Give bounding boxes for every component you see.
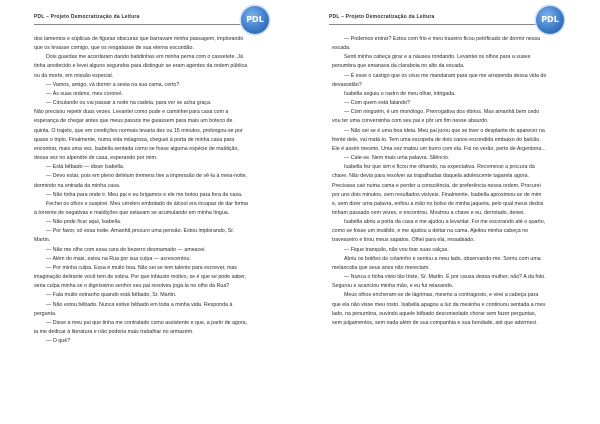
text-line: — Devo estar, pois em pleno delirium tremens tive a impressão de vê-la à meia-noite,	[46, 173, 248, 180]
text-line: — Além do mais, estou na Rua por sua culpa — acrescentou.	[46, 255, 191, 262]
text-line: — Não me olhe com essa cara de bezerro desmamado — ameacei.	[46, 246, 206, 253]
text-line: como se fosse um inválido, e me ajudou a deitar na cama. Ajeitou minha cabeça no	[332, 228, 529, 235]
text-line: ou da morte, em missão especial.	[34, 72, 114, 79]
text-line: — Nunca o tinha visto tão triste, Sr. Martin. É por causa dessa mulher, não? A da foto.	[344, 274, 546, 281]
text-line: Isabella abriu a porta da casa e me ajudou a levantar. Foi me escorando até o quarto,	[344, 219, 546, 226]
text-line: — Disse a meu pai que tinha me contratado como assistente e que, a partir de agora,	[46, 319, 248, 326]
text-line: frente dele, vai matá-lo. Tem uma escopeta de dois canos escondida embaixo do balcão.	[332, 136, 541, 143]
text-line: Isabella fez que sim e ficou me olhando, na expectativa. Recomecei a procura da	[344, 164, 535, 171]
text-line: tinham passado cem vezes, e encontrou. Mostrou a chave e eu, derrotado, deixei.	[332, 209, 525, 216]
text-line: — Podemos entrar? Estou com frio e meu traseiro ficou petrificado de dormir nessa	[344, 36, 541, 42]
text-line: — Vamos, amigo, vá dormir a sesta na sua cama, certo?	[46, 81, 180, 88]
text-line: Segurou e acariciou minha mão, e eu fui relaxando.	[332, 283, 454, 290]
text-line: Fechei os olhos e suspirei. Meu cérebro embotado de álcool era incapaz de dar forma	[46, 200, 248, 207]
text-line: melancolia que seus anos não mereciam.	[332, 264, 430, 271]
text-line: travesseiro e tirou meus sapatos. Olhei para ela, ressabiado.	[332, 237, 475, 244]
text-line: e, sem dizer uma palavra, enfiou a mão no bolso de minha jaqueta, pelo qual meus dedos	[332, 200, 544, 207]
text-line: — Não estou bêbado. Nunca estive bêbado em toda a minha vida. Responda à	[46, 301, 233, 308]
text-line: — Cale-se. Nem mais uma palavra. Silêncio.	[344, 155, 450, 162]
text-line: dos lamentos e súplicas de figuras obscuras que barravam minha passagem, implorando	[34, 36, 244, 42]
text-line: — É esse o castigo que os céus me mandaram para que me arrependa dessa vida de	[344, 72, 547, 79]
text-line: por uns dois minutos, sem resultados visíveis. Finalmente, Isabella aproximou-se de mim	[332, 191, 542, 198]
text-line: — Não tinha para onde ir. Meu pai e eu brigamos e ele me botou para fora de casa.	[46, 191, 243, 198]
text-line: esperança de chegar antes que meus passos me guiassem para mais um boteco de	[34, 118, 233, 125]
text-line: ia me dedicar à literatura e não poderia mais trabalhar no armazém.	[34, 329, 194, 335]
text-line: que os levasse comigo, que os resgatasse de sua eterna escuridão.	[34, 45, 194, 52]
text-line: quase o triplo. Finalmente, numa vida milagrosa, cheguei à porta de minha casa para	[34, 136, 235, 143]
text-line: — O quê?	[46, 338, 71, 345]
text-line: — Não pode ficar aqui, Isabella.	[46, 219, 122, 226]
header-rule	[34, 24, 264, 25]
text-line: — Fique tranquilo, não vou tirar suas calças.	[344, 246, 449, 253]
text-line: seria culpa minha se o digníssimo senhor seu pai resolveu jogá-la no olho da Rua?	[34, 283, 230, 290]
text-line: Martin.	[34, 237, 51, 244]
text-line: Dois guardas me acordaram dando batidinhas em minha perna com o cassetete. Já	[46, 54, 243, 61]
text-line: escada.	[332, 45, 351, 52]
text-line: penumbra que emanava da claraboia no alto da escada.	[332, 63, 465, 70]
text-line: Senti minha cabeça girar e a náusea rondando. Levantei os olhos para a suave	[344, 54, 531, 61]
text-line: devassidão?	[332, 81, 362, 88]
text-line: imaginação delirante você tem de sobra. Por que infausto motivo, se é que se pode saber,	[34, 274, 247, 281]
running-header: PDL – Projeto Democratização da Leitura	[34, 14, 140, 20]
text-line: — Às suas ordens, meu coronel.	[46, 90, 123, 97]
text-line: quinta. O trajeto, que em condições normais levaria dez ou 15 minutos, prolongou-se por	[34, 127, 243, 134]
text-line: — Fala muito estranho quando está bêbado, Sr. Martin.	[46, 292, 177, 299]
pdl-logo: PDL	[536, 6, 564, 34]
text-line: lado, na penumbra, ouvindo aquele bêbado desconsolado chorar sem fazer perguntas,	[332, 310, 537, 317]
text-line: Ele é assim mesmo. Uma vez matou um burro com ela. Foi no verão, perto de Argentona...	[332, 145, 546, 152]
text-line: — Circulando ou vai passar a noite na cadeia, para ver se acha graça.	[46, 100, 212, 107]
text-line: Meus olhos encheram-se de lágrimas, mesmo a contragosto, e virei a cabeça para	[344, 292, 539, 299]
running-header: PDL – Projeto Democratização da Leitura	[329, 14, 435, 20]
text-line: — Com ninguém, é um monólogo. Prerrogativa dos ébrios. Mas amanhã bem cedo	[344, 109, 540, 116]
text-line: tinha anoitecido e levei alguns segundos para distinguir se eram agentes da ordem pública	[34, 63, 248, 70]
right-page	[300, 0, 600, 424]
text-line: sem julgamentos, sem nada além de sua companhia e sua bondade, até que adormeci.	[332, 319, 538, 326]
text-line: Não precisou repetir duas vezes. Levantei como pude e caminhei para casa com a	[34, 109, 229, 116]
left-page-body	[34, 35, 266, 346]
text-line: — Por favor, só essa noite. Amanhã procuro uma pensão. Estou implorando, Sr.	[46, 228, 235, 235]
text-line: Isabella seguiu o rastro de meu olhar, intrigada.	[344, 90, 456, 97]
right-page-body	[332, 35, 564, 328]
text-line: encontrar, mais uma vez, Isabella sentada como se fosse alguma espécie de maldição,	[34, 145, 239, 152]
text-line: dessa vez no alpendre de casa, esperando por mim.	[34, 155, 158, 162]
text-line: — Está bêbado — disse Isabella.	[46, 164, 125, 171]
text-line: — Com quem está falando?	[344, 100, 410, 107]
text-line: pergunta.	[34, 310, 57, 317]
text-line: à torrente de negativas e maldições que estavam se acumulando em minha língua.	[34, 209, 230, 216]
text-line: que ela não visse meu rosto. Isabella apagou a luz da mesinha e continuou sentada a meu	[332, 301, 546, 308]
header-rule	[329, 24, 559, 25]
text-line: — Por minha culpa. Essa é muito boa. Não sei se tem talento para escrever, mas	[46, 264, 238, 271]
text-line: Abriu os botões do colarinho e sentou a meu lado, observando-me. Sorriu com uma	[344, 255, 541, 262]
text-line: Precisava cair numa cama e perder a consciência, de preferência nessa ordem. Procurei	[332, 182, 541, 189]
text-line: vou ter uma conversinha com seu pai e pôr um fim nesse absurdo.	[332, 118, 489, 125]
text-line: chave. Não devia para resolver as trapalhadas daquela adolescente tagarela agora.	[332, 173, 529, 180]
text-line: dormindo na entrada da minha casa.	[34, 182, 121, 189]
text-line: — Não sei se é uma boa ideia. Meu pai jurou que se tiver o desplante de aparecer na	[344, 127, 545, 134]
pdl-logo: PDL	[241, 6, 269, 34]
